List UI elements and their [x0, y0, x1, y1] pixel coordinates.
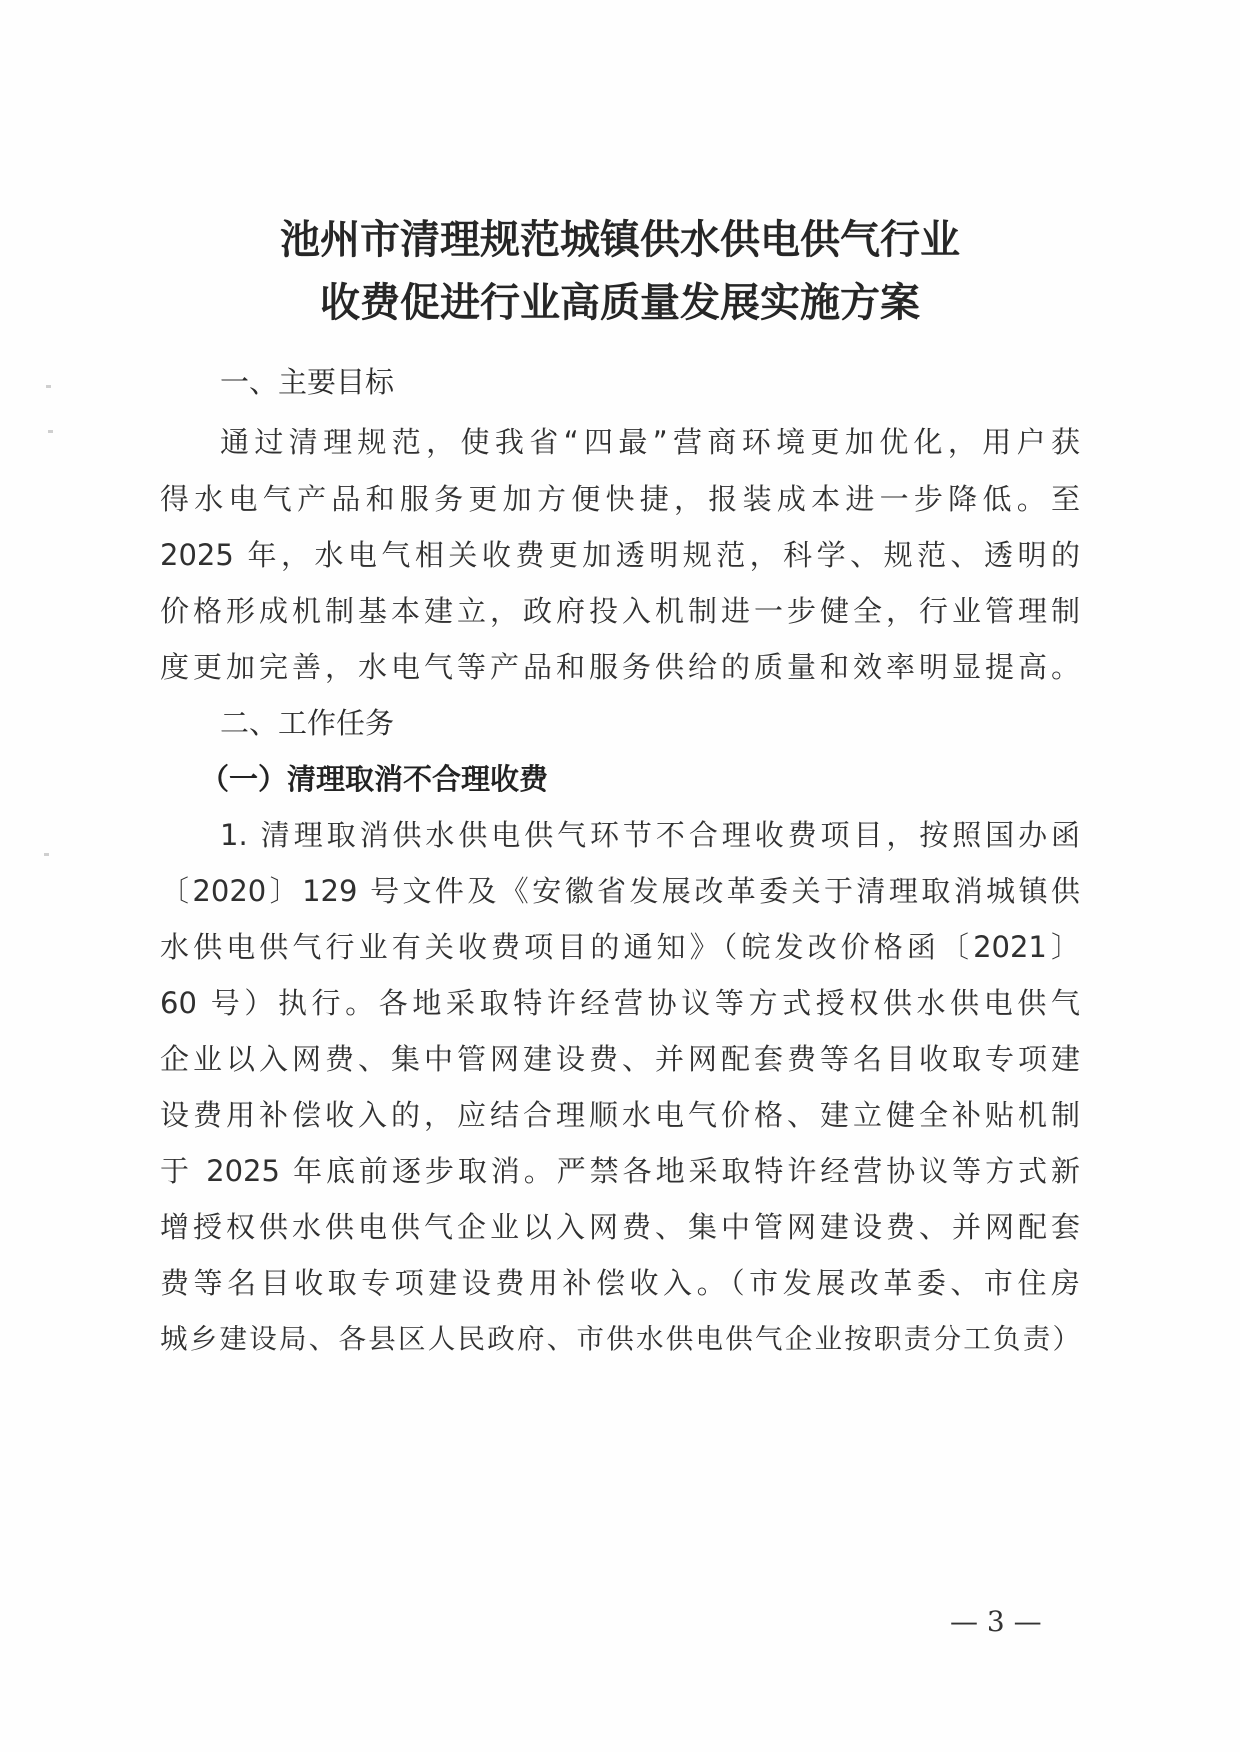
paragraph-line: 〔2020〕129 号文件及《安徽省发展改革委关于清理取消城镇供 — [160, 874, 1080, 908]
paragraph-line: 2025 年，水电气相关收费更加透明规范，科学、规范、透明的 — [160, 538, 1080, 572]
section-heading-goals: 一、主要目标 — [220, 365, 395, 399]
paragraph-line: 价格形成机制基本建立，政府投入机制进一步健全，行业管理制 — [160, 594, 1080, 628]
subsection-heading: （一）清理取消不合理收费 — [200, 762, 549, 796]
section-heading-tasks: 二、工作任务 — [220, 706, 395, 740]
page-number: — 3 — — [950, 1605, 1042, 1638]
document-title-line-1: 池州市清理规范城镇供水供电供气行业 — [280, 216, 960, 263]
scan-speck — [46, 385, 51, 388]
paragraph-line: 设费用补偿收入的，应结合理顺水电气价格、建立健全补贴机制 — [160, 1098, 1080, 1132]
document-title-line-2: 收费促进行业高质量发展实施方案 — [320, 279, 920, 326]
paragraph-line: 费等名目收取专项建设费用补偿收入。（市发展改革委、市住房 — [160, 1266, 1080, 1300]
paragraph-line: 于 2025 年底前逐步取消。严禁各地采取特许经营协议等方式新 — [160, 1154, 1080, 1188]
paragraph-line: 城乡建设局、各县区人民政府、市供水供电供气企业按职责分工负责） — [160, 1323, 1080, 1355]
scan-speck — [44, 853, 49, 856]
scan-speck — [48, 430, 53, 433]
paragraph-line: 得水电气产品和服务更加方便快捷，报装成本进一步降低。至 — [160, 482, 1080, 516]
paragraph-line: 通过清理规范，使我省“四最”营商环境更加优化，用户获 — [220, 425, 1080, 459]
paragraph-line: 60 号）执行。各地采取特许经营协议等方式授权供水供电供气 — [160, 986, 1080, 1020]
paragraph-line: 水供电供气行业有关收费项目的通知》（皖发改价格函〔2021〕 — [160, 930, 1080, 964]
paragraph-line: 1. 清理取消供水供电供气环节不合理收费项目，按照国办函 — [220, 818, 1080, 852]
paragraph-line: 度更加完善，水电气等产品和服务供给的质量和效率明显提高。 — [160, 650, 1080, 684]
paragraph-line: 企业以入网费、集中管网建设费、并网配套费等名目收取专项建 — [160, 1042, 1080, 1076]
paragraph-line: 增授权供水供电供气企业以入网费、集中管网建设费、并网配套 — [160, 1210, 1080, 1244]
